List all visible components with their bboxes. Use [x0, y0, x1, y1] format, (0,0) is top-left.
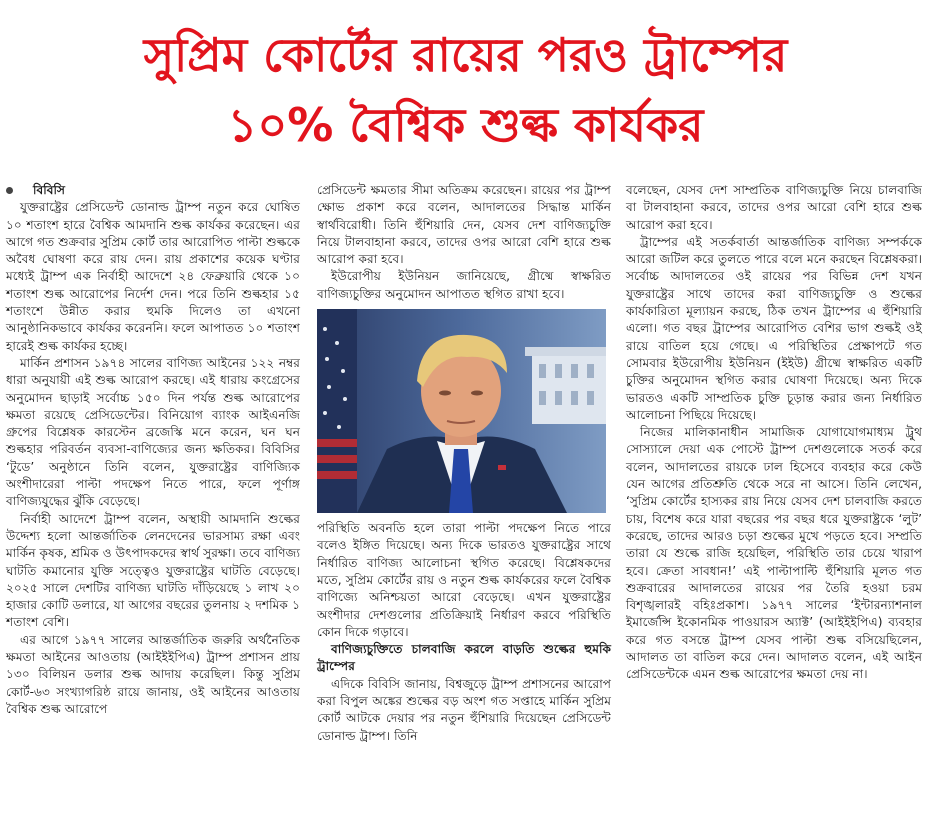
article-column-3	[626, 182, 922, 684]
paragraph: ইউরোপীয় ইউনিয়ন জানিয়েছে, গ্রীষ্মে স্বাক্ষরিত বাণিজ্যচুক্তির অনুমোদন আপাতত স্থগিত রাখা হবে।	[317, 269, 611, 301]
paragraph: এদিকে বিবিসি জানায়, বিশ্বজুড়ে ট্রাম্প প্রশাসনের আরোপ করা বিপুল অঙ্কের শুল্কের বড় অংশ গত সপ্তাহে মার্কিন সুপ্রিম কোর্ট আটকে দেয়ার পর নতুন হুঁশিয়ারি দিয়েছেন প্রেসিডেন্ট ডোনাল্ড ট্রাম্প। তিনি	[317, 676, 611, 743]
headline-line-2: ১০% বৈশ্বিক শুল্ক কার্যকর	[227, 98, 704, 152]
bullet-icon	[6, 187, 13, 194]
paragraph: পরিস্থিতি অবনতি হলে তারা পাল্টা পদক্ষেপ নিতে পারে বলেও ইঙ্গিত দিয়েছে। অন্য দিকে ভারতও যুক্তরাষ্ট্রের সাথে নির্ধারিত বাণিজ্য আলোচনা স্থগিত করেছে। বিশ্লেষকদের মতে, সুপ্রিম কোর্টের রায় ও নতুন শুল্ক কার্যকরের ফলে বৈশ্বিক বাণিজ্যে অনিশ্চয়তা আরো বেড়েছে। এখন যুক্তরাষ্ট্রের অংশীদার দেশগুলোর প্রতিক্রিয়াই নির্ধারণ করবে পরিস্থিতি কোন দিকে গড়াবে।	[317, 521, 611, 639]
headline-line-1: সুপ্রিম কোর্টের রায়ের পরও ট্রাম্পের	[143, 28, 788, 82]
paragraph: এর আগে ১৯৭৭ সালের আন্তর্জাতিক জরুরি অর্থনৈতিক ক্ষমতা আইনের আওতায় (আইইইপিএ) ট্রাম্প প্রশাসন প্রায় ১৩০ বিলিয়ন ডলার শুল্ক আদায় করেছিল। কিন্তু সুপ্রিম কোর্ট-৬৩ সংখ্যাগরিষ্ঠ রায়ে জানায়, ওই আইনের আওতায় বৈশ্বিক শুল্ক আরোপে	[6, 632, 300, 716]
paragraph: যুক্তরাষ্ট্রের প্রেসিডেন্ট ডোনাল্ড ট্রাম্প নতুন করে ঘোষিত ১০ শতাংশ হারে বৈশ্বিক আমদানি শুল্ক কার্যকর করেছেন। এর আগে গত শুক্রবার সুপ্রিম কোর্ট তার আরোপিত পাল্টা শুল্ককে অবৈধ ঘোষণা করে রায় দেন। রায় প্রকাশের কয়েক ঘণ্টার মধ্যেই ট্রাম্প এক নির্বাহী আদেশে ২৪ ফেব্রুয়ারি থেকে ১০ শতাংশ শুল্ক আরোপের নির্দেশ দেন। পরে তিনি শুল্কহার ১৫ শতাংশে উন্নীত করার হুমকি দিলেও তা এখনো আনুষ্ঠানিকভাবে কার্যকর করেননি। ফলে আপাতত ১০ শতাংশ হারেই শুল্ক কার্যকর হচ্ছে।	[6, 200, 300, 353]
paragraph: নির্বাহী আদেশে ট্রাম্প বলেন, অস্থায়ী আমদানি শুল্কের উদ্দেশ্য হলো আন্তর্জাতিক লেনদেনের ভারসাম্য রক্ষা এবং মার্কিন কৃষক, শ্রমিক ও উৎপাদকদের স্বার্থ সুরক্ষা। তবে বাণিজ্য ঘাটতি কমানোর যুক্তি সত্ত্বেও যুক্তরাষ্ট্রের ঘাটতি বেড়েছে। ২০২৫ সালে দেশটির বাণিজ্য ঘাটতি দাঁড়িয়েছে ১ লাখ ২০ হাজার কোটি ডলারে, যা আগের বছরের তুলনায় ২ দশমিক ১ শতাংশ বেশি।	[6, 511, 300, 630]
subheading: বাণিজ্যচুক্তিতে চালবাজি করলে বাড়তি শুল্কের হুমকি ট্রাম্পের	[317, 642, 611, 674]
article-column-1	[6, 182, 300, 718]
paragraph: প্রেসিডেন্ট ক্ষমতার সীমা অতিক্রম করেছেন। রায়ের পর ট্রাম্প ক্ষোভ প্রকাশ করে বলেন, আদালতের সিদ্ধান্ত মার্কিন স্বার্থবিরোধী। তিনি হুঁশিয়ারি দেন, যেসব দেশ বাণিজ্যচুক্তি নিয়ে টালবাহানা করবে, তাদের ওপর আরো বেশি হারে শুল্ক আরোপ করা হবে।	[317, 183, 611, 267]
headline	[0, 20, 931, 160]
paragraph: নিজের মালিকানাধীন সামাজিক যোগাযোগমাধ্যম ট্রুথ সোস্যালে দেয়া এক পোস্টে ট্রাম্প দেশগুলোকে সতর্ক করে বলেন, আদালতের রায়কে ঢাল হিসেবে ব্যবহার করে কেউ যেন আগের প্রতিশ্রুতি থেকে সরে না আসে। তিনি লেখেন, ‘সুপ্রিম কোর্টের হাস্যকর রায় নিয়ে যেসব দেশ চালবাজি করতে চায়, বিশেষ করে যারা বছরের পর বছর ধরে যুক্তরাষ্ট্রকে ‘লুট’ করেছে, তাদের আরও চড়া শুল্কের মুখে পড়তে হবে। সম্প্রতি তারা যে শুল্কে রাজি হয়েছিল, পরিস্থিতি তার চেয়ে খারাপ হবে। ক্রেতা সাবধান!’ এই পাল্টাপাল্টি হুঁশিয়ারি মূলত গত শুক্রবারের আদালতের রায়ের পর তৈরি হওয়া চরম বিশৃঙ্খলারই বহিঃপ্রকাশ। ১৯৭৭ সালের ‘ইন্টারন্যাশনাল ইমার্জেন্সি ইকোনমিক পাওয়ারস অ্যাক্ট’ (আইইইপিএ) ব্যবহার করে গত বসন্তে ট্রাম্প যেসব পাল্টা শুল্ক বসিয়েছিলেন, আদালত তা বাতিল করে দেন। আদালত বলেন, এই আইন প্রেসিডেন্টকে এমন শুল্ক আরোপের ক্ষমতা দেয় না।	[626, 425, 922, 682]
trump-portrait-photo-icon	[317, 309, 606, 513]
paragraph: ট্রাম্পের এই সতর্কবার্তা আন্তর্জাতিক বাণিজ্য সম্পর্ককে আরো জটিল করে তুলতে পারে বলে মনে করছেন বিশ্লেষকরা। সর্বোচ্চ আদালতের ওই রায়ের পর বিভিন্ন দেশ যখন যুক্তরাষ্ট্রের সাথে তাদের করা বাণিজ্যচুক্তি ও শুল্কের কার্যকারিতা মূল্যায়ন করছে, ঠিক তখন ট্রাম্পের এ হুঁশিয়ারি এলো। গত বছর ট্রাম্পের আরোপিত বেশির ভাগ শুল্কই ওই রায়ে বাতিল হয়ে গেছে। এ পরিস্থিতির প্রেক্ষাপটে গত সোমবার ইউরোপীয় ইউনিয়ন (ইইউ) গ্রীষ্মে স্বাক্ষরিত একটি চুক্তির অনুমোদন স্থগিত করার ঘোষণা দিয়েছে। অন্য দিকে ভারতও একটি সাম্প্রতিক চুক্তি চূড়ান্ত করার জন্য নির্ধারিত আলোচনা পিছিয়ে দিয়েছে।	[626, 234, 922, 422]
paragraph: মার্কিন প্রশাসন ১৯৭৪ সালের বাণিজ্য আইনের ১২২ নম্বর ধারা অনুযায়ী এই শুল্ক আরোপ করছে। এই ধারায় কংগ্রেসের অনুমোদন ছাড়াই সর্বোচ্চ ১৫০ দিন পর্যন্ত শুল্ক আরোপের ক্ষমতা রয়েছে প্রেসিডেন্টের। বিনিয়োগ ব্যাংক আইএনজি গ্রুপের বিশ্লেষক কারস্টেন ব্রজেস্কি মনে করেন, ঘন ঘন শুল্কহার পরিবর্তন ব্যবসা-বাণিজ্যের জন্য ক্ষতিকর। বিবিসির ‘টুডে’ অনুষ্ঠানে তিনি বলেন, যুক্তরাষ্ট্রের বাণিজ্যিক অংশীদারেরা পাল্টা পদক্ষেপ নিতে পারে, ফলে পূর্ণাঙ্গ বাণিজ্যযুদ্ধের ঝুঁকি বেড়েছে।	[6, 355, 300, 509]
trump-photo	[317, 309, 606, 513]
source-label: বিবিসি	[33, 183, 66, 197]
paragraph: বলেছেন, যেসব দেশ সাম্প্রতিক বাণিজ্যচুক্তি নিয়ে চালবাজি বা টালবাহানা করবে, তাদের ওপর আরো বেশি হারে শুল্ক আরোপ করা হবে।	[626, 183, 922, 232]
source-line	[6, 182, 300, 199]
article-column-2	[317, 182, 611, 745]
